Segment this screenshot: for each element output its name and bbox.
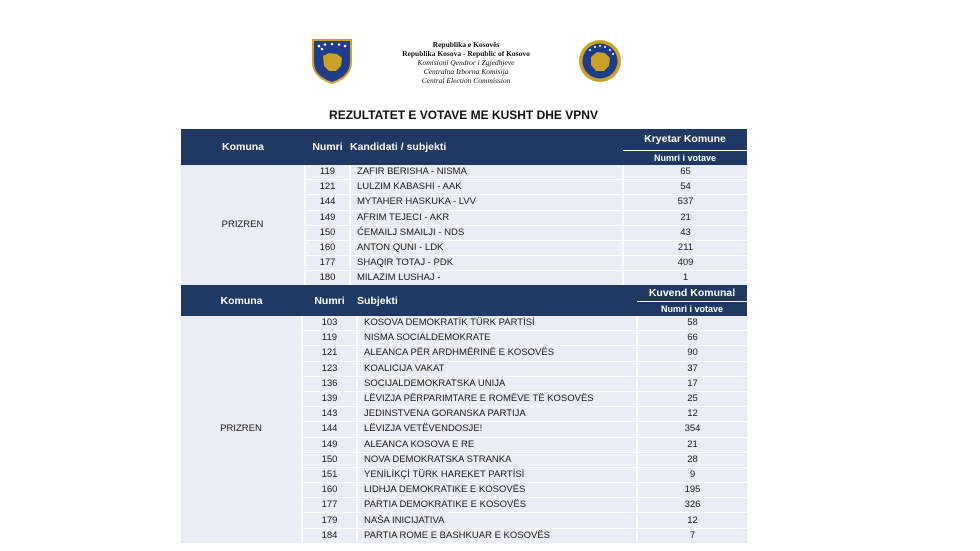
- table-row: [181, 165, 747, 180]
- col-header-kryetar-komune: Kryetar Komune: [623, 129, 747, 150]
- col-header-comuna: Komuna: [181, 285, 302, 316]
- header-line-2: Republika Kosova - Republic of Kosovo: [402, 49, 530, 58]
- votes-cell: 326: [637, 498, 747, 513]
- name-cell: SOCIJALDEMOKRATSKA UNIJA: [357, 376, 637, 391]
- votes-cell: 409: [623, 256, 747, 271]
- numri-cell: 160: [305, 240, 350, 255]
- numri-cell: 184: [302, 528, 357, 543]
- votes-cell: 537: [623, 195, 747, 210]
- comuna-cell: PRIZREN: [181, 316, 302, 543]
- numri-cell: 150: [305, 225, 350, 240]
- votes-cell: 58: [637, 316, 747, 331]
- name-cell: ZAFIR BERISHA - NISMA: [350, 165, 623, 180]
- name-cell: KOSOVA DEMOKRATİK TÜRK PARTİSİ: [357, 316, 637, 331]
- numri-cell: 150: [302, 452, 357, 467]
- votes-cell: 354: [637, 422, 747, 437]
- page-title: REZULTATET E VOTAVE ME KUSHT DHE VPNV: [329, 108, 598, 122]
- name-cell: JEDINSTVENA GORANSKA PARTIJA: [357, 407, 637, 422]
- numri-cell: 119: [305, 165, 350, 180]
- numri-cell: 143: [302, 407, 357, 422]
- numri-cell: 177: [302, 498, 357, 513]
- col-header-comuna: Komuna: [181, 129, 305, 165]
- votes-cell: 25: [637, 391, 747, 406]
- name-cell: ALEANCA KOSOVA E RE: [357, 437, 637, 452]
- name-cell: YENİLİKÇİ TÜRK HAREKET PARTİSİ: [357, 467, 637, 482]
- name-cell: ĆEMAILJ SMAILJI - NDS: [350, 225, 623, 240]
- name-cell: NISMA SOCIALDEMOKRATE: [357, 331, 637, 346]
- votes-cell: 37: [637, 361, 747, 376]
- col-header-numri: Numri: [305, 129, 350, 165]
- col-header-subjekti: Subjekti: [357, 285, 637, 316]
- assembly-results-table: [181, 285, 747, 544]
- col-header-kuvend-komunal: Kuvend Komunal: [637, 285, 747, 301]
- votes-cell: 12: [637, 407, 747, 422]
- col-header-numri: Numri: [302, 285, 357, 316]
- votes-cell: 211: [623, 240, 747, 255]
- name-cell: ANTON QUNI - LDK: [350, 240, 623, 255]
- name-cell: LËVIZJA PËRPARIMTARE E ROMËVE TË KOSOVËS: [357, 391, 637, 406]
- numri-cell: 121: [305, 180, 350, 195]
- name-cell: MYTAHER HASKUKA - LVV: [350, 195, 623, 210]
- votes-cell: 9: [637, 467, 747, 482]
- numri-cell: 103: [302, 316, 357, 331]
- votes-cell: 66: [637, 331, 747, 346]
- numri-cell: 144: [305, 195, 350, 210]
- numri-cell: 149: [302, 437, 357, 452]
- numri-cell: 139: [302, 391, 357, 406]
- numri-cell: 119: [302, 331, 357, 346]
- cec-seal-icon: [578, 38, 622, 84]
- numri-cell: 160: [302, 483, 357, 498]
- votes-cell: 195: [637, 483, 747, 498]
- comuna-cell: PRIZREN: [181, 165, 305, 286]
- numri-cell: 180: [305, 271, 350, 286]
- institution-header: [380, 40, 552, 85]
- numri-cell: 179: [302, 513, 357, 528]
- header-line-3: Komisioni Qendror i Zgjedhjeve: [417, 58, 515, 67]
- numri-cell: 149: [305, 210, 350, 225]
- name-cell: NOVA DEMOKRATSKA STRANKA: [357, 452, 637, 467]
- name-cell: LËVIZJA VETËVENDOSJE!: [357, 422, 637, 437]
- name-cell: LULZIM KABASHI - AAK: [350, 180, 623, 195]
- votes-cell: 12: [637, 513, 747, 528]
- votes-cell: 28: [637, 452, 747, 467]
- votes-cell: 90: [637, 346, 747, 361]
- name-cell: KOALICIJA VAKAT: [357, 361, 637, 376]
- votes-cell: 54: [623, 180, 747, 195]
- name-cell: LIDHJA DEMOKRATIKE E KOSOVËS: [357, 483, 637, 498]
- header-line-5: Central Election Commission: [421, 76, 511, 85]
- name-cell: NAŠA INICIJATIVA: [357, 513, 637, 528]
- name-cell: ALEANCA PËR ARDHMËRINË E KOSOVËS: [357, 346, 637, 361]
- votes-cell: 1: [623, 271, 747, 286]
- col-header-kandidati: Kandidati / subjekti: [350, 129, 623, 165]
- mayor-results-table: [181, 129, 747, 287]
- numri-cell: 136: [302, 376, 357, 391]
- numri-cell: 177: [305, 256, 350, 271]
- votes-cell: 43: [623, 225, 747, 240]
- table-row: [181, 316, 747, 331]
- numri-cell: 121: [302, 346, 357, 361]
- kosovo-coat-of-arms-icon: [311, 38, 353, 84]
- name-cell: PARTIA ROME E BASHKUAR E KOSOVËS: [357, 528, 637, 543]
- votes-cell: 21: [623, 210, 747, 225]
- col-header-numri-votave: Numri i votave: [623, 150, 747, 165]
- votes-cell: 17: [637, 376, 747, 391]
- col-header-numri-votave: Numri i votave: [637, 301, 747, 316]
- name-cell: MILAZIM LUSHAJ -: [350, 271, 623, 286]
- numri-cell: 151: [302, 467, 357, 482]
- name-cell: SHAQIR TOTAJ - PDK: [350, 256, 623, 271]
- votes-cell: 65: [623, 165, 747, 180]
- numri-cell: 144: [302, 422, 357, 437]
- name-cell: PARTIA DEMOKRATIKE E KOSOVËS: [357, 498, 637, 513]
- numri-cell: 123: [302, 361, 357, 376]
- header-line-1: Republika e Kosovës: [432, 40, 500, 49]
- header-line-4: Centralna Izborna Komisija: [423, 67, 509, 76]
- name-cell: AFRIM TEJECI - AKR: [350, 210, 623, 225]
- votes-cell: 7: [637, 528, 747, 543]
- votes-cell: 21: [637, 437, 747, 452]
